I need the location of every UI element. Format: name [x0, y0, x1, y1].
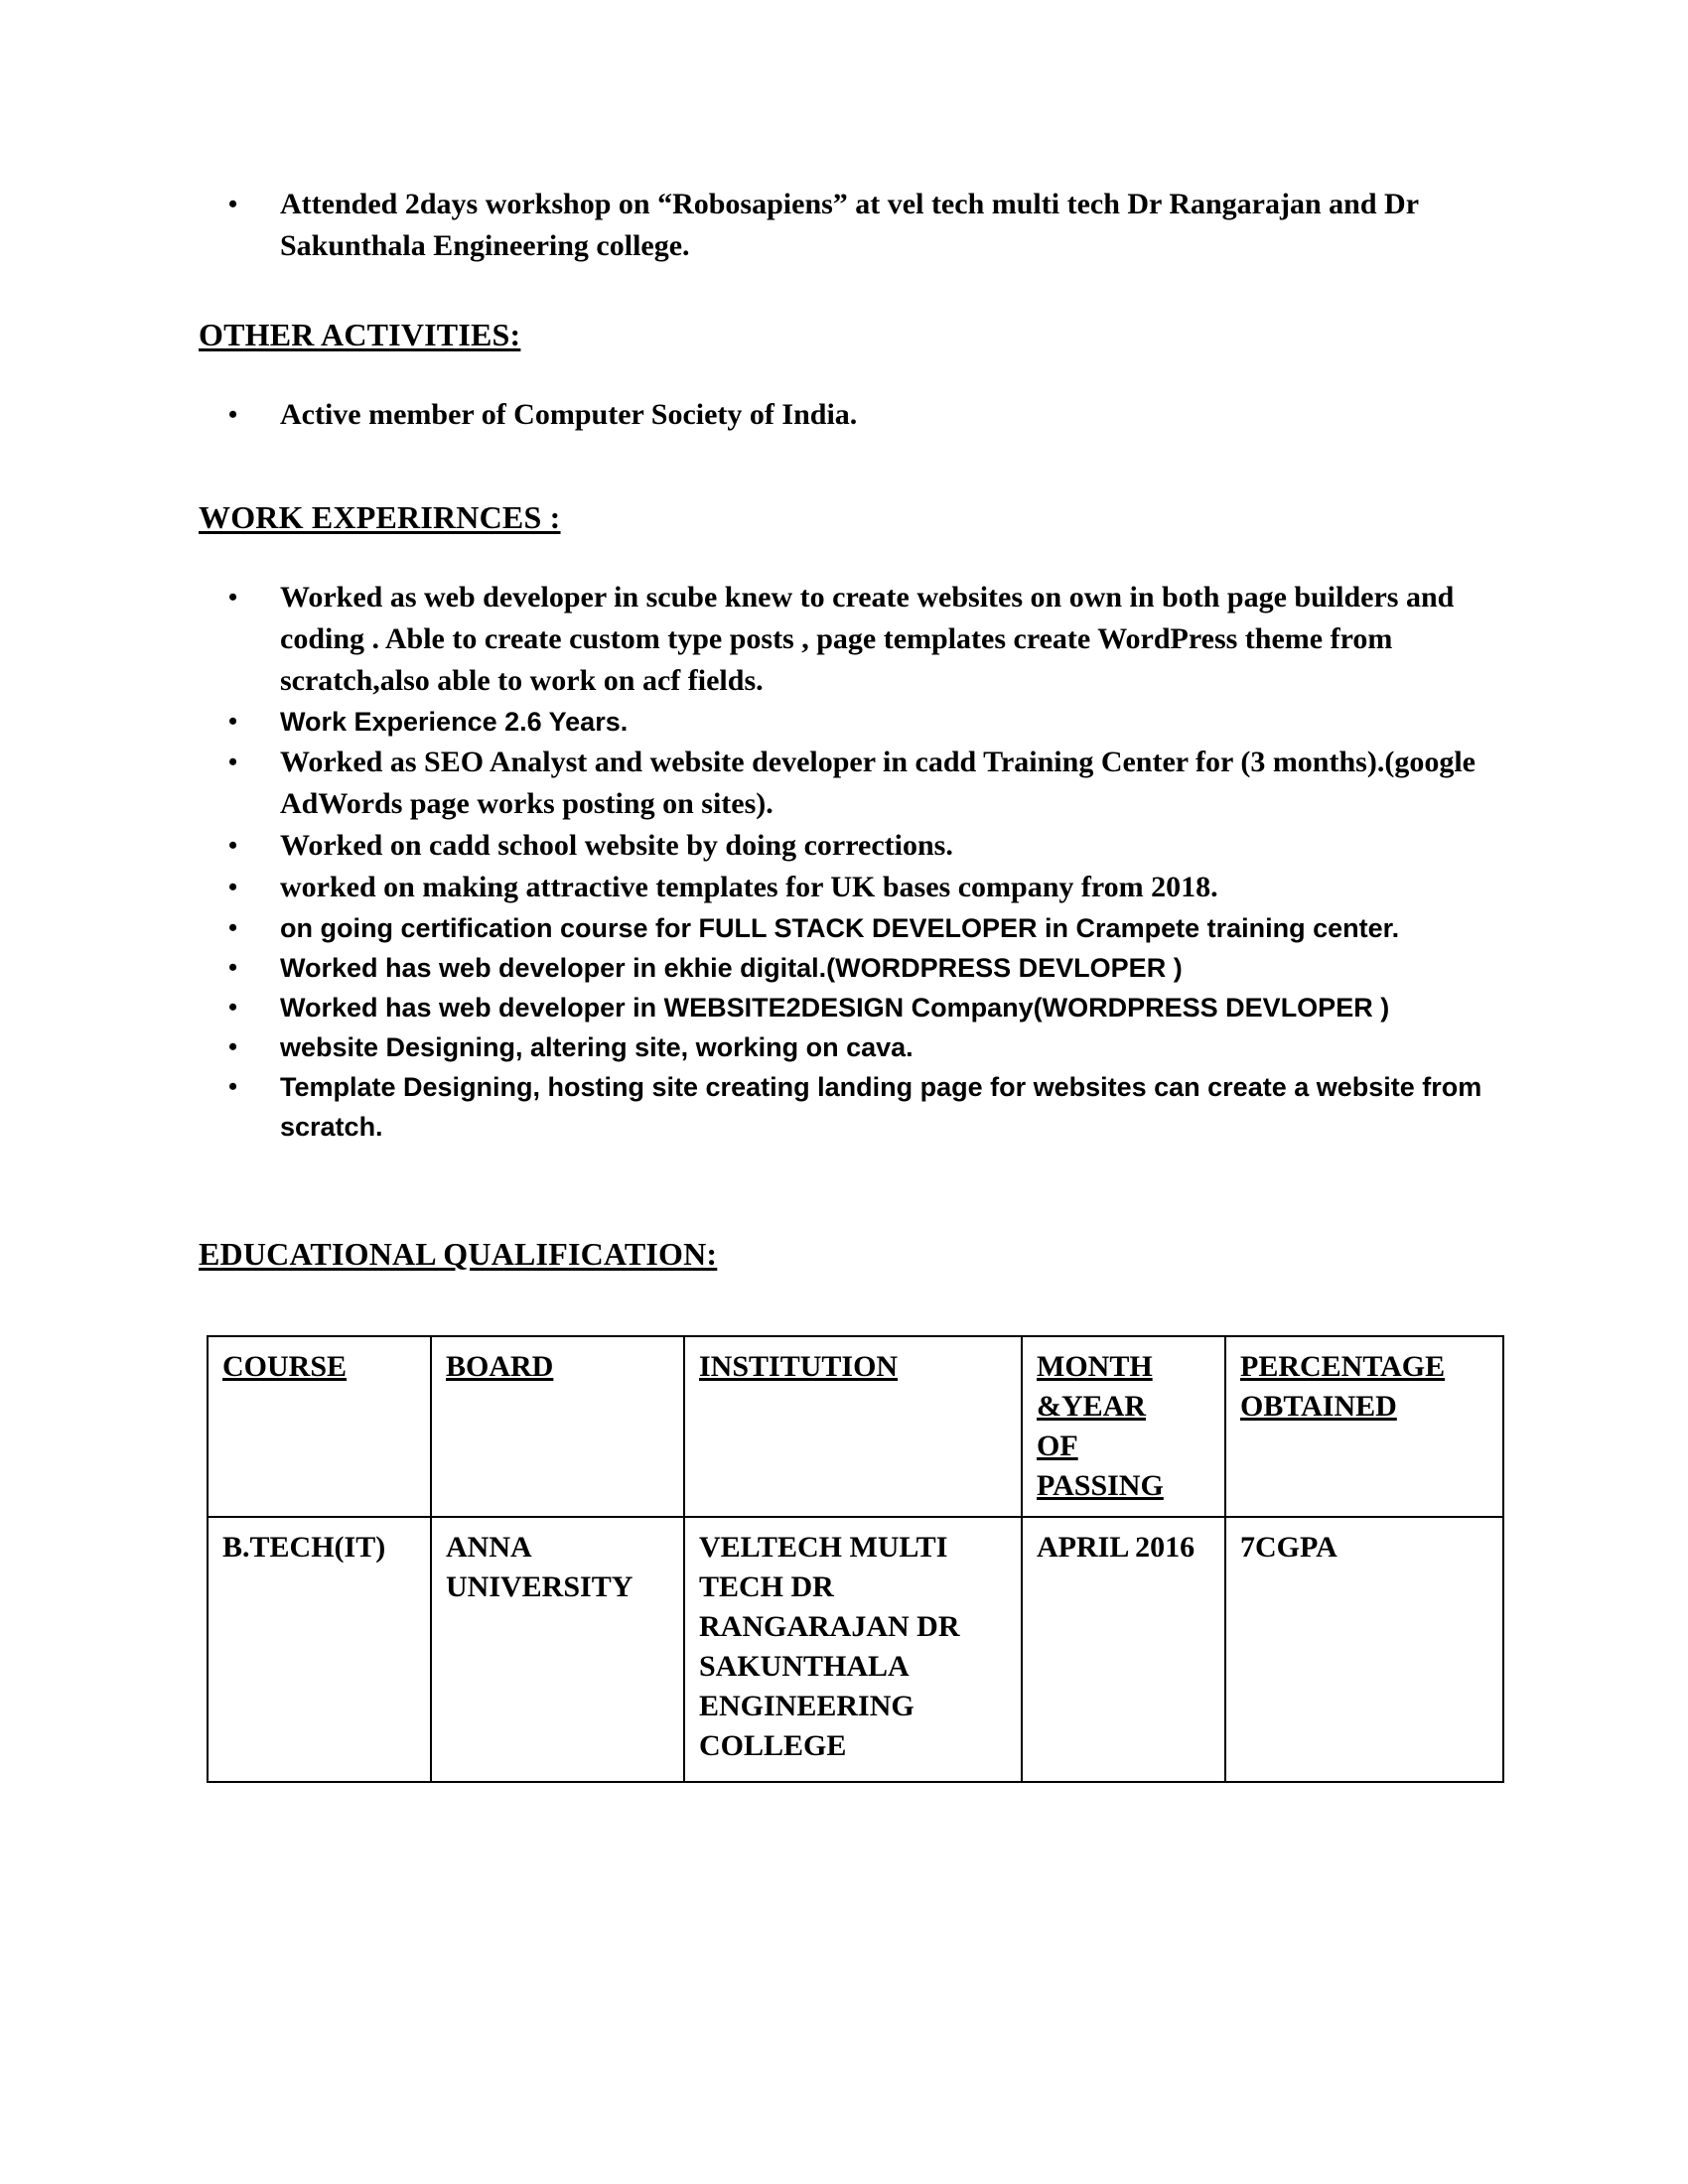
list-item: • Attended 2days workshop on “Robosapiens” at vel tech multi tech Dr Rangarajan and Dr Sakunthala Engineering college.	[199, 184, 1509, 267]
education-table-wrapper	[199, 1335, 1509, 1783]
education-table	[207, 1335, 1504, 1783]
list-item: • Worked as web developer in scube knew to create websites on own in both page builders and coding . Able to create custom type posts , page templates create WordPress theme from scratch,also able to work on acf fields.	[199, 577, 1509, 702]
section-heading-text: EDUCATIONAL QUALIFICATION:	[199, 1236, 718, 1272]
header-line: BOARD	[446, 1350, 554, 1383]
spacer	[199, 537, 1509, 577]
table-header-course	[208, 1336, 431, 1517]
section-heading-educational-qualification	[199, 1234, 1509, 1274]
table-header-month-year-of-passing	[1022, 1336, 1225, 1517]
list-item: • Template Designing, hosting site creating landing page for websites can create a website from scratch.	[199, 1067, 1509, 1147]
list-item: • Worked on cadd school website by doing corrections.	[199, 825, 1509, 867]
header-line: OF	[1037, 1430, 1078, 1462]
list-item: • Active member of Computer Society of India.	[199, 394, 1509, 436]
list-item: • Work Experience 2.6 Years.	[199, 702, 1509, 742]
header-line: PERCENTAGE	[1240, 1350, 1446, 1383]
section-heading-other-activities	[199, 315, 1509, 354]
cell-board: ANNA UNIVERSITY	[431, 1517, 684, 1782]
spacer	[199, 354, 1509, 394]
section-heading-text: OTHER ACTIVITIES:	[199, 317, 521, 352]
list-item: • worked on making attractive templates for UK bases company from 2018.	[199, 867, 1509, 908]
list-item: • Worked has web developer in ekhie digital.(WORDPRESS DEVLOPER )	[199, 948, 1509, 988]
list-item: • on going certification course for FULL STACK DEVELOPER in Crampete training center.	[199, 908, 1509, 948]
document-content	[199, 184, 1509, 1783]
section-heading-work-experiences	[199, 497, 1509, 537]
header-line: &YEAR	[1037, 1390, 1146, 1423]
spacer	[199, 267, 1509, 315]
cell-percentage-obtained: 7CGPA	[1225, 1517, 1503, 1782]
section-heading-text: WORK EXPERIRNCES :	[199, 499, 561, 535]
cell-course: B.TECH(IT)	[208, 1517, 431, 1782]
header-line: PASSING	[1037, 1469, 1164, 1502]
spacer	[199, 436, 1509, 497]
top-bullet-list	[199, 184, 1509, 267]
other-activities-list	[199, 394, 1509, 436]
header-line: OBTAINED	[1240, 1390, 1397, 1423]
work-experiences-list	[199, 577, 1509, 1147]
header-line: COURSE	[222, 1350, 348, 1383]
cell-month-year-of-passing: APRIL 2016	[1022, 1517, 1225, 1782]
table-header-board	[431, 1336, 684, 1517]
header-line: MONTH	[1037, 1350, 1153, 1383]
table-header-institution	[684, 1336, 1022, 1517]
list-item: • Worked as SEO Analyst and website developer in cadd Training Center for (3 months).(google AdWords page works posting on sites).	[199, 742, 1509, 825]
list-item: • website Designing, altering site, working on cava.	[199, 1027, 1509, 1067]
table-row	[208, 1517, 1503, 1782]
header-line: INSTITUTION	[699, 1350, 899, 1383]
table-header-row	[208, 1336, 1503, 1517]
list-item: • Worked has web developer in WEBSITE2DESIGN Company(WORDPRESS DEVLOPER )	[199, 988, 1509, 1027]
spacer	[199, 1274, 1509, 1335]
cell-institution: VELTECH MULTI TECH DR RANGARAJAN DR SAKUNTHALA ENGINEERING COLLEGE	[684, 1517, 1022, 1782]
table-header-percentage-obtained	[1225, 1336, 1503, 1517]
spacer	[199, 1147, 1509, 1234]
